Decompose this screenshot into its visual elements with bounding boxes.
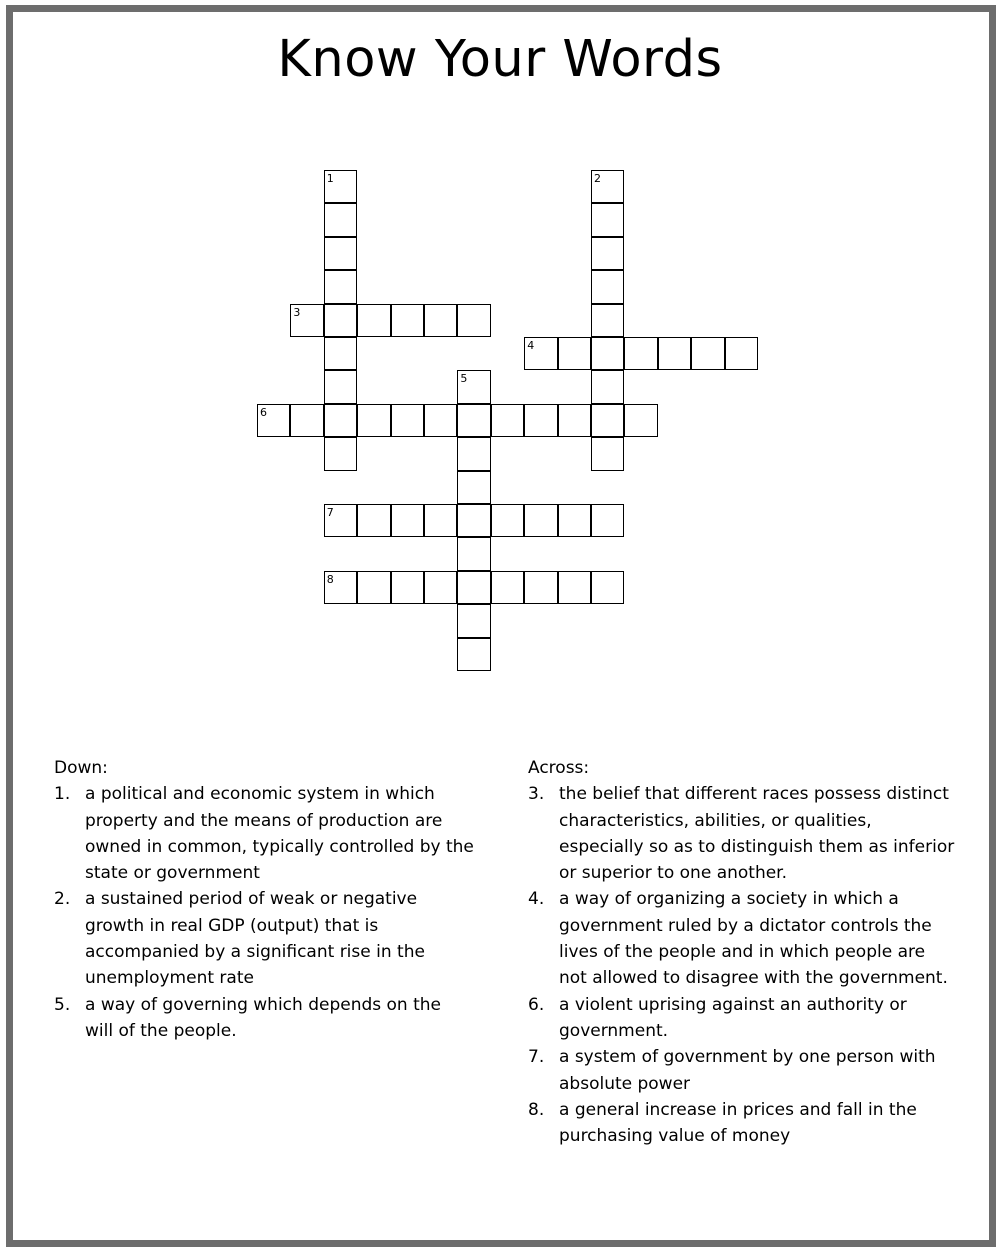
crossword-cell[interactable] [457, 437, 490, 470]
down-heading: Down: [54, 758, 108, 778]
crossword-cell[interactable] [591, 203, 624, 236]
crossword-cell[interactable] [591, 337, 624, 370]
crossword-cell[interactable] [591, 404, 624, 437]
clue-across-7 [528, 1044, 958, 1097]
clue-text: a general increase in prices and fall in the purchasing value of money [559, 1099, 917, 1147]
crossword-cell[interactable] [691, 337, 724, 370]
crossword-cell[interactable] [457, 537, 490, 570]
crossword-cell[interactable] [324, 270, 357, 303]
cell-number: 3 [293, 305, 301, 319]
crossword-cell[interactable] [424, 571, 457, 604]
crossword-cell[interactable] [491, 571, 524, 604]
crossword-cell[interactable] [591, 571, 624, 604]
crossword-cell[interactable] [591, 237, 624, 270]
cell-number: 2 [594, 172, 601, 185]
clue-number: 4. [528, 889, 545, 910]
crossword-cell[interactable] [324, 337, 357, 370]
crossword-cell[interactable] [357, 304, 390, 337]
clue-across-4 [528, 886, 958, 991]
crossword-cell[interactable] [424, 304, 457, 337]
crossword-cell[interactable] [524, 504, 557, 537]
cell-number: 6 [260, 405, 267, 419]
crossword-cell[interactable] [324, 237, 357, 270]
crossword-cell[interactable] [524, 571, 557, 604]
crossword-cell[interactable] [457, 370, 490, 403]
clue-across-3 [528, 781, 958, 886]
crossword-cell[interactable] [457, 504, 490, 537]
clue-text: a violent uprising against an authority or government. [559, 994, 907, 1041]
crossword-cell[interactable] [257, 404, 290, 437]
crossword-cell[interactable] [424, 504, 457, 537]
crossword-cell[interactable] [324, 170, 357, 203]
crossword-cell[interactable] [324, 203, 357, 236]
clue-down-2 [54, 886, 474, 991]
clue-across-6 [528, 992, 958, 1045]
crossword-cell[interactable] [357, 571, 390, 604]
crossword-cell[interactable] [391, 504, 424, 537]
crossword-cell[interactable] [591, 370, 624, 403]
cell-number: 7 [326, 506, 334, 519]
crossword-cell[interactable] [457, 471, 490, 504]
clue-text: a political and economic system in which property and the means of production are owned in common, typically controlled by the state or government [85, 784, 474, 884]
crossword-cell[interactable] [457, 304, 490, 337]
page-title: Know Your Words [277, 30, 723, 89]
cell-number: 8 [326, 572, 334, 586]
crossword-cell[interactable] [424, 404, 457, 437]
crossword-cell[interactable] [591, 437, 624, 470]
crossword-cell[interactable] [324, 437, 357, 470]
crossword-cell[interactable] [290, 404, 323, 437]
crossword-cell[interactable] [591, 304, 624, 337]
crossword-cell[interactable] [324, 571, 357, 604]
crossword-cell[interactable] [491, 504, 524, 537]
crossword-cell[interactable] [591, 270, 624, 303]
clue-number: 8. [528, 1099, 545, 1120]
crossword-cell[interactable] [558, 404, 591, 437]
crossword-cell[interactable] [491, 404, 524, 437]
clue-number: 3. [528, 784, 545, 805]
cell-number: 1 [326, 172, 334, 185]
clue-number: 1. [54, 784, 71, 805]
crossword-cell[interactable] [624, 337, 657, 370]
down-clues [54, 755, 474, 1044]
crossword-cell[interactable] [324, 370, 357, 403]
crossword-cell[interactable] [558, 571, 591, 604]
clue-text: a system of government by one person with absolute power [559, 1047, 936, 1094]
across-clues [528, 755, 958, 1149]
clue-number: 5. [54, 994, 71, 1015]
crossword-cell[interactable] [290, 304, 323, 337]
clue-down-1 [54, 781, 474, 886]
crossword-cell[interactable] [457, 404, 490, 437]
clue-across-8 [528, 1097, 958, 1150]
crossword-cell[interactable] [624, 404, 657, 437]
cell-number: 5 [460, 372, 468, 386]
across-heading: Across: [528, 758, 590, 778]
clue-number: 6. [528, 994, 545, 1015]
crossword-cell[interactable] [524, 404, 557, 437]
crossword-cell[interactable] [558, 337, 591, 370]
crossword-cell[interactable] [524, 337, 557, 370]
crossword-cell[interactable] [391, 571, 424, 604]
clue-text: a sustained period of weak or negative growth in real GDP (output) that is accompanied by a significant rise in the unemployment rate [85, 889, 425, 989]
crossword-cell[interactable] [457, 604, 490, 637]
crossword-cell[interactable] [391, 404, 424, 437]
clue-number: 7. [528, 1047, 545, 1068]
clue-text: the belief that different races possess distinct characteristics, abilities, or qualities, especially so as to distinguish them as inferior or superior to one another. [559, 784, 955, 884]
clue-down-5 [54, 992, 474, 1045]
crossword-cell[interactable] [357, 404, 390, 437]
crossword-cell[interactable] [391, 304, 424, 337]
crossword-cell[interactable] [591, 170, 624, 203]
crossword-cell[interactable] [658, 337, 691, 370]
clue-text: a way of organizing a society in which a government ruled by a dictator controls the lives of the people and in which people are not allowed to disagree with the government. [559, 889, 948, 989]
crossword-cell[interactable] [725, 337, 758, 370]
crossword-cell[interactable] [591, 504, 624, 537]
clue-number: 2. [54, 889, 71, 910]
crossword-cell[interactable] [324, 304, 357, 337]
crossword-cell[interactable] [324, 404, 357, 437]
crossword-cell[interactable] [324, 504, 357, 537]
crossword-cell[interactable] [357, 504, 390, 537]
clue-text: a way of governing which depends on the will of the people. [85, 994, 441, 1041]
cell-number: 4 [527, 339, 535, 352]
crossword-cell[interactable] [457, 571, 490, 604]
crossword-cell[interactable] [457, 638, 490, 671]
crossword-cell[interactable] [558, 504, 591, 537]
